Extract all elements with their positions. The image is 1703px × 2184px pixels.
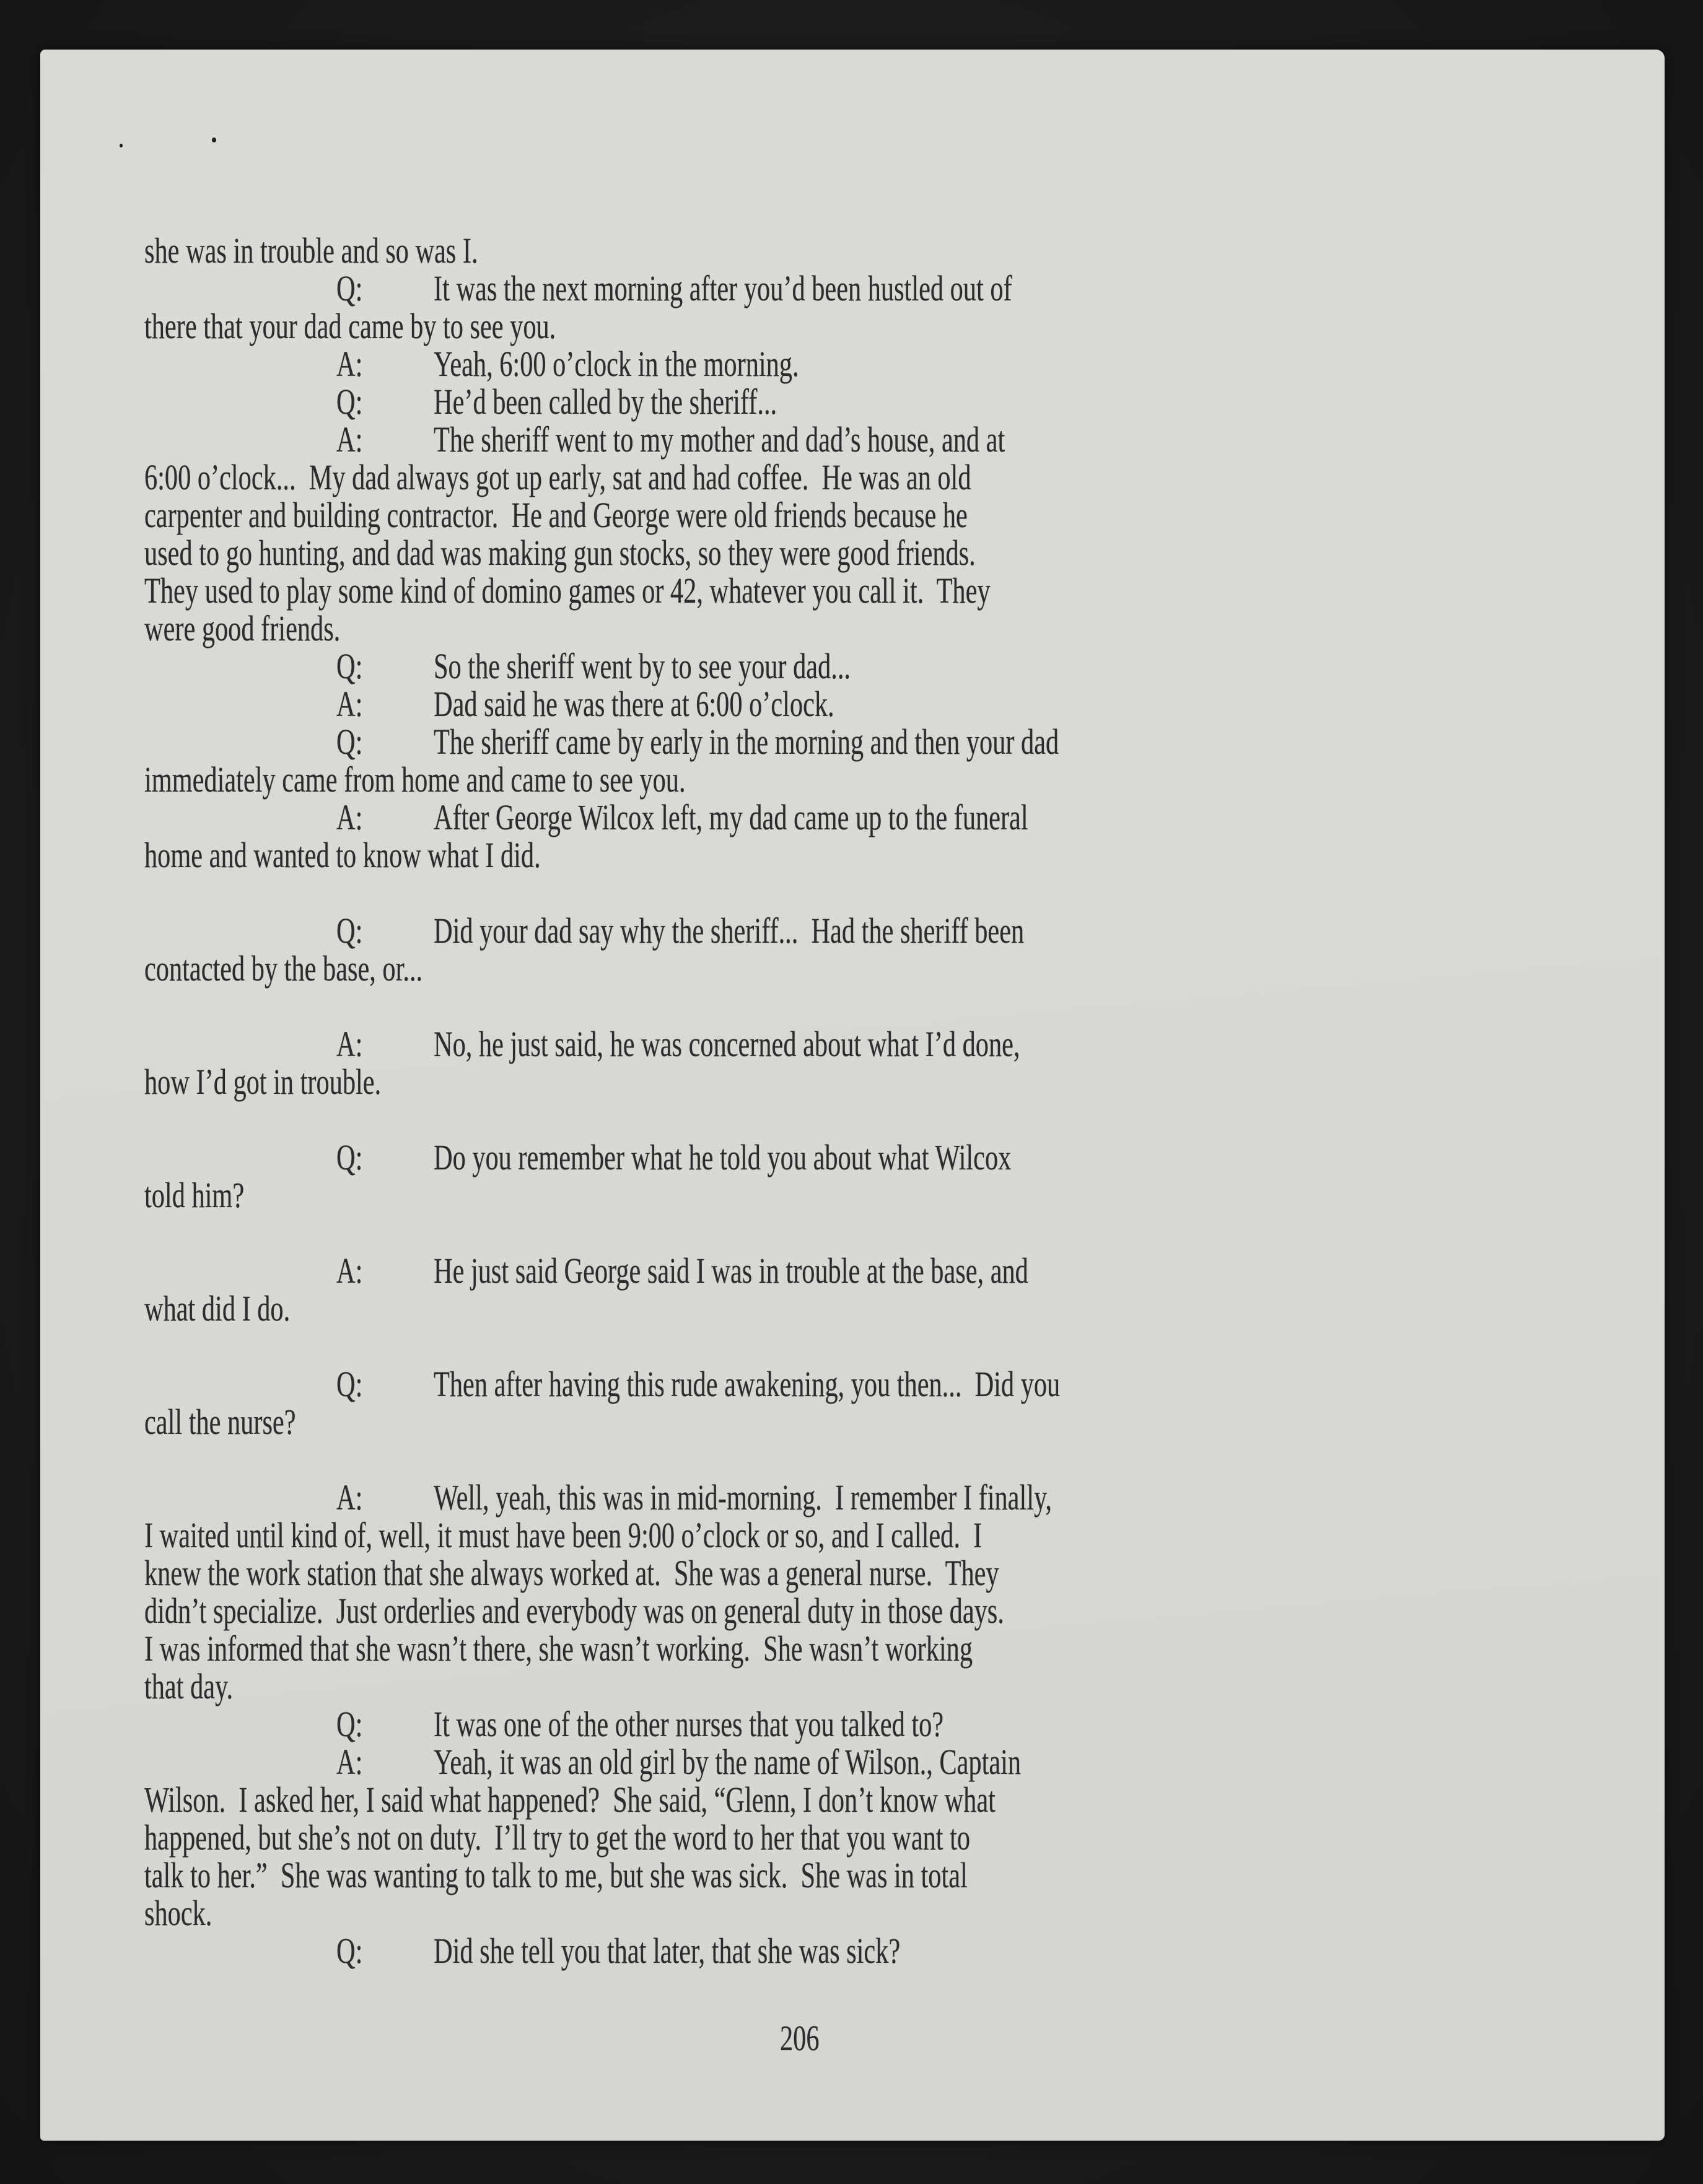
line-text: used to go hunting, and dad was making gun stocks, so they were good friends. bbox=[144, 533, 976, 573]
transcript-line bbox=[144, 1667, 1228, 1705]
transcript-line bbox=[144, 798, 1228, 836]
transcript-line bbox=[144, 1516, 1228, 1554]
qa-label: A: bbox=[336, 1477, 363, 1518]
line-text: Well, yeah, this was in mid-morning. I remember I finally, bbox=[434, 1477, 1052, 1518]
line-text: He’d been called by the sheriff... bbox=[434, 382, 777, 422]
transcript-line bbox=[144, 761, 1228, 798]
line-text: Yeah, it was an old girl by the name of Wilson., Captain bbox=[434, 1742, 1022, 1782]
line-text: No, he just said, he was concerned about what I’d done, bbox=[434, 1024, 1020, 1064]
qa-label: Q: bbox=[336, 382, 363, 422]
qa-label: Q: bbox=[336, 268, 363, 308]
qa-label: A: bbox=[336, 797, 363, 837]
line-text: that day. bbox=[144, 1666, 234, 1706]
transcript-line bbox=[144, 534, 1228, 572]
qa-label: Q: bbox=[336, 1364, 363, 1404]
qa-label: A: bbox=[336, 344, 363, 384]
line-text: Dad said he was there at 6:00 o’clock. bbox=[434, 684, 834, 724]
line-text: contacted by the base, or... bbox=[144, 948, 423, 989]
transcript-line bbox=[144, 1592, 1228, 1630]
transcript-line bbox=[144, 1781, 1228, 1819]
transcript-line bbox=[144, 1894, 1228, 1932]
transcript-line bbox=[144, 307, 1228, 345]
transcript-line bbox=[144, 1290, 1228, 1327]
line-text: The sheriff went to my mother and dad’s house, and at bbox=[434, 419, 1005, 460]
qa-label: A: bbox=[336, 1024, 363, 1064]
qa-label: Q: bbox=[336, 646, 363, 686]
transcript-line bbox=[144, 1063, 1228, 1101]
transcript-line bbox=[144, 723, 1228, 761]
line-text: He just said George said I was in trouble at the base, and bbox=[434, 1251, 1028, 1291]
line-text: Wilson. I asked her, I said what happened? She said, “Glenn, I don’t know what bbox=[144, 1780, 996, 1820]
transcript-line bbox=[144, 1479, 1228, 1516]
line-text: I waited until kind of, well, it must have been 9:00 o’clock or so, and I called. I bbox=[144, 1515, 983, 1555]
page-number-text: 206 bbox=[780, 2018, 820, 2058]
transcript-line bbox=[144, 1743, 1228, 1781]
line-text: It was the next morning after you’d been hustled out of bbox=[434, 268, 1012, 308]
qa-label: Q: bbox=[336, 911, 363, 951]
line-text: The sheriff came by early in the morning and then your dad bbox=[434, 722, 1059, 762]
line-text: how I’d got in trouble. bbox=[144, 1062, 382, 1102]
qa-label: A: bbox=[336, 684, 363, 724]
qa-label: A: bbox=[336, 1742, 363, 1782]
line-text: she was in trouble and so was I. bbox=[144, 230, 478, 271]
line-text: there that your dad came by to see you. bbox=[144, 306, 556, 346]
transcript-line bbox=[144, 1554, 1228, 1592]
transcript-line bbox=[144, 609, 1228, 647]
line-text: I was informed that she wasn’t there, she wasn’t working. She wasn’t working bbox=[144, 1628, 973, 1669]
line-text: Do you remember what he told you about what Wilcox bbox=[434, 1137, 1012, 1177]
transcript-line bbox=[144, 647, 1228, 685]
transcript-line bbox=[144, 685, 1228, 723]
transcript-line bbox=[144, 383, 1228, 421]
line-text: 6:00 o’clock... My dad always got up early, sat and had coffee. He was an old bbox=[144, 457, 971, 497]
transcript-line bbox=[144, 496, 1228, 534]
transcript bbox=[40, 50, 1665, 2141]
document-page bbox=[40, 50, 1665, 2141]
transcript-line bbox=[144, 1856, 1228, 1894]
transcript-line bbox=[144, 1252, 1228, 1290]
line-text: immediately came from home and came to see you. bbox=[144, 759, 686, 800]
transcript-line bbox=[144, 269, 1228, 307]
line-text: were good friends. bbox=[144, 608, 341, 649]
line-text: what did I do. bbox=[144, 1288, 291, 1329]
transcript-line bbox=[144, 950, 1228, 987]
line-text: didn’t specialize. Just orderlies and everybody was on general duty in those days. bbox=[144, 1591, 1004, 1631]
transcript-line bbox=[144, 458, 1228, 496]
transcript-line bbox=[144, 1138, 1228, 1176]
transcript-line bbox=[144, 1403, 1228, 1441]
qa-label: A: bbox=[336, 419, 363, 460]
transcript-line bbox=[144, 572, 1228, 609]
line-text: carpenter and building contractor. He and George were old friends because he bbox=[144, 495, 968, 535]
transcript-line bbox=[144, 421, 1228, 458]
transcript-line bbox=[144, 1365, 1228, 1403]
qa-label: Q: bbox=[336, 722, 363, 762]
ink-speck bbox=[120, 144, 123, 147]
line-text: It was one of the other nurses that you talked to? bbox=[434, 1704, 944, 1744]
transcript-line bbox=[144, 1819, 1228, 1856]
qa-label: Q: bbox=[336, 1931, 363, 1971]
line-text: Then after having this rude awakening, you then... Did you bbox=[434, 1364, 1061, 1404]
line-text: shock. bbox=[144, 1893, 212, 1933]
line-text: call the nurse? bbox=[144, 1402, 296, 1442]
transcript-line bbox=[144, 345, 1228, 383]
line-text: So the sheriff went by to see your dad... bbox=[434, 646, 851, 686]
line-text: talk to her.” She was wanting to talk to me, but she was sick. She was in total bbox=[144, 1855, 968, 1895]
transcript-line bbox=[144, 1176, 1228, 1214]
line-text: knew the work station that she always worked at. She was a general nurse. They bbox=[144, 1553, 999, 1593]
line-text: Did your dad say why the sheriff... Had the sheriff been bbox=[434, 911, 1025, 951]
qa-label: A: bbox=[336, 1251, 363, 1291]
qa-label: Q: bbox=[336, 1137, 363, 1177]
line-text: After George Wilcox left, my dad came up to the funeral bbox=[434, 797, 1028, 837]
transcript-line bbox=[144, 1705, 1228, 1743]
line-text: told him? bbox=[144, 1175, 245, 1215]
transcript-line bbox=[144, 1932, 1228, 1970]
transcript-line bbox=[144, 232, 1228, 269]
line-text: They used to play some kind of domino games or 42, whatever you call it. They bbox=[144, 570, 991, 611]
line-text: Did she tell you that later, that she was sick? bbox=[434, 1931, 901, 1971]
ink-speck bbox=[212, 138, 216, 142]
transcript-line bbox=[144, 1025, 1228, 1063]
qa-label: Q: bbox=[336, 1704, 363, 1744]
line-text: Yeah, 6:00 o’clock in the morning. bbox=[434, 344, 799, 384]
line-text: home and wanted to know what I did. bbox=[144, 835, 541, 875]
line-text: happened, but she’s not on duty. I’ll try to get the word to her that you want to bbox=[144, 1817, 971, 1858]
transcript-line bbox=[144, 1630, 1228, 1667]
transcript-line bbox=[144, 836, 1228, 874]
transcript-line bbox=[144, 912, 1228, 950]
